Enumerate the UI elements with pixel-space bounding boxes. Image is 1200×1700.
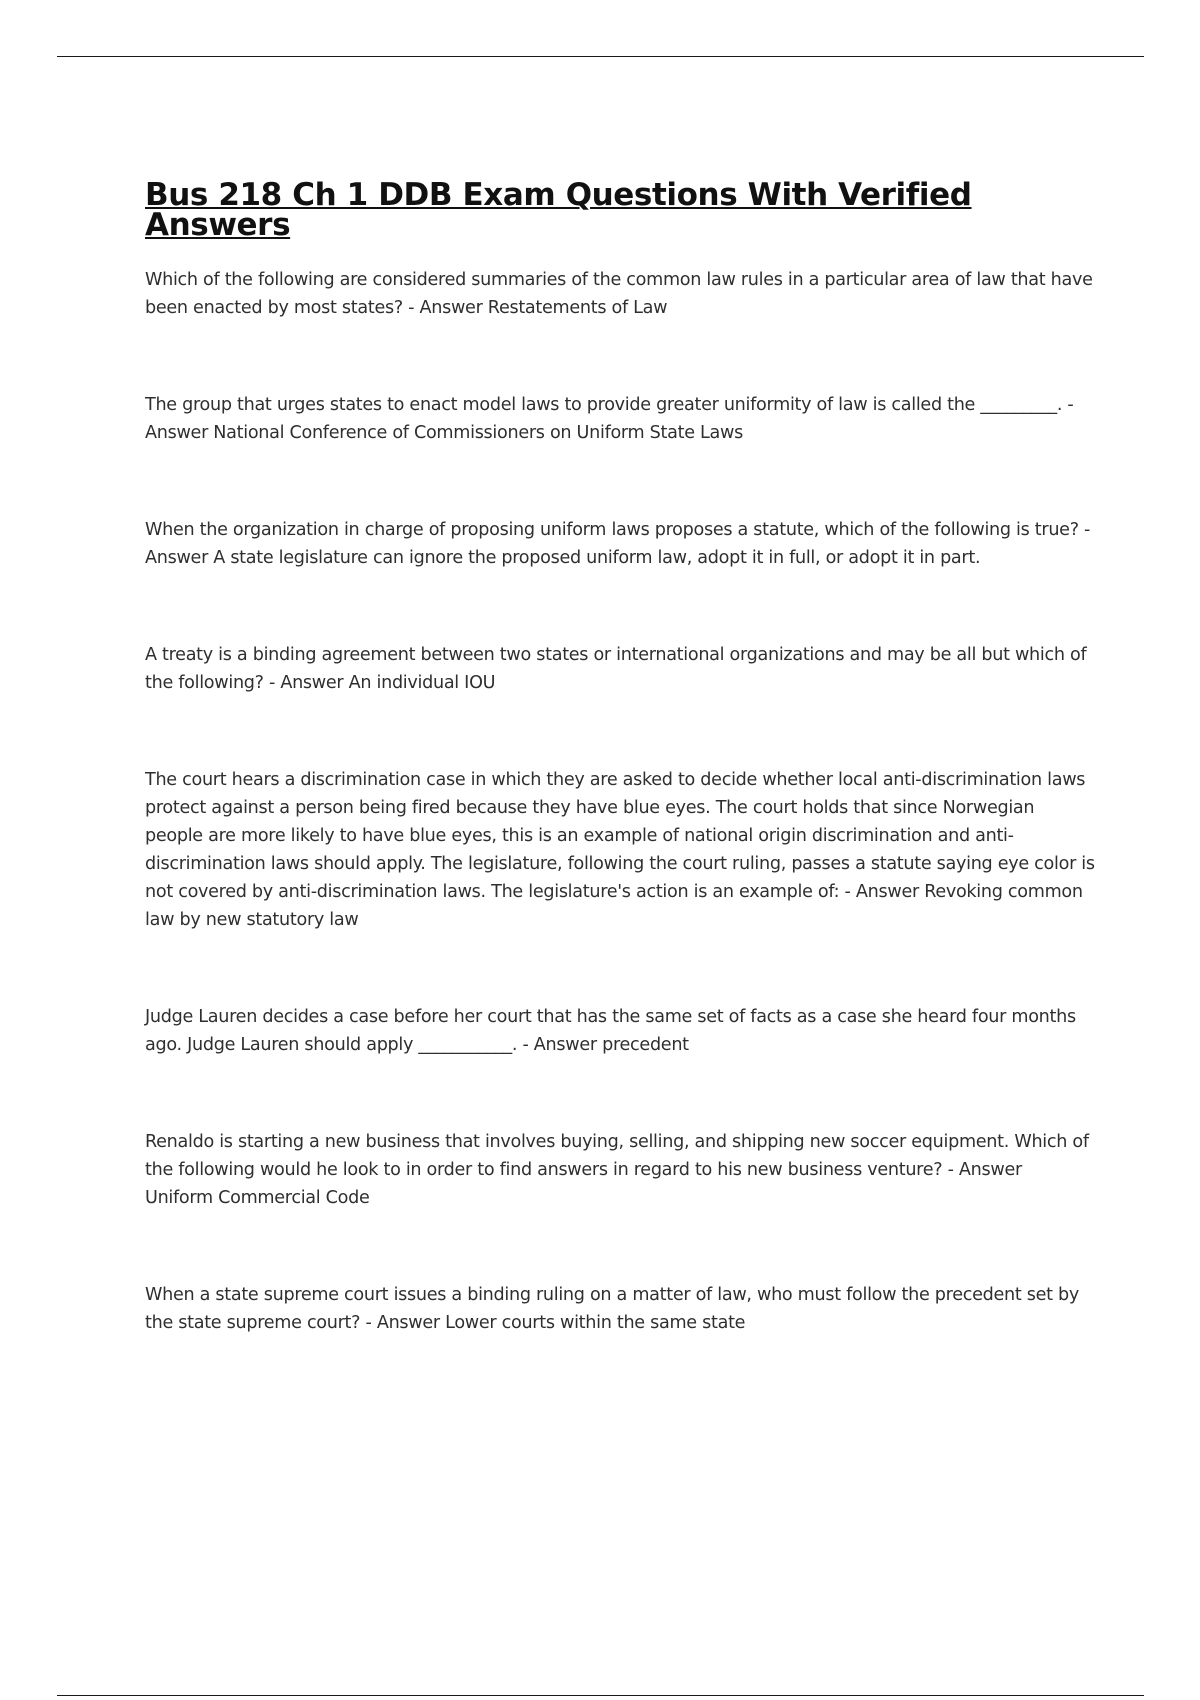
bottom-divider <box>57 1695 1144 1696</box>
document-body <box>145 177 1095 1337</box>
qa-item: Judge Lauren decides a case before her court that has the same set of facts as a case she heard four months ago. Judge Lauren should apply ___________. - Answer precedent <box>145 1007 1076 1055</box>
qa-item: Which of the following are considered summaries of the common law rules in a particular area of law that have been enacted by most states? - Answer Restatements of Law <box>145 270 1093 318</box>
qa-item: Renaldo is starting a new business that involves buying, selling, and shipping new soccer equipment. Which of the following would he look to in order to find answers in regard to his new business venture? - Answer Uniform Commercial Code <box>145 1132 1089 1208</box>
qa-item: When a state supreme court issues a binding ruling on a matter of law, who must follow the precedent set by the state supreme court? - Answer Lower courts within the same state <box>145 1285 1080 1333</box>
qa-item: When the organization in charge of proposing uniform laws proposes a statute, which of the following is true? - Answer A state legislature can ignore the proposed uniform law, adopt it in full, or adopt it in part. <box>145 520 1091 568</box>
document-title: Bus 218 Ch 1 DDB Exam Questions With Verified Answers <box>145 177 972 243</box>
qa-item: A treaty is a binding agreement between two states or international organizations and may be all but which of the following? - Answer An individual IOU <box>145 645 1087 693</box>
qa-item: The group that urges states to enact model laws to provide greater uniformity of law is called the _________. - Answer National Conference of Commissioners on Uniform State Laws <box>145 395 1074 443</box>
qa-item: The court hears a discrimination case in which they are asked to decide whether local anti-discrimination laws protect against a person being fired because they have blue eyes. The court holds that since Norwegian people are more likely to have blue eyes, this is an example of national origin discrimination and anti-discrimination laws should apply. The legislature, following the court ruling, passes a statute saying eye color is not covered by anti-discrimination laws. The legislature's action is an example of: - Answer Revoking common law by new statutory law <box>145 770 1095 930</box>
qa-list <box>145 266 1095 1337</box>
top-divider <box>57 56 1144 57</box>
